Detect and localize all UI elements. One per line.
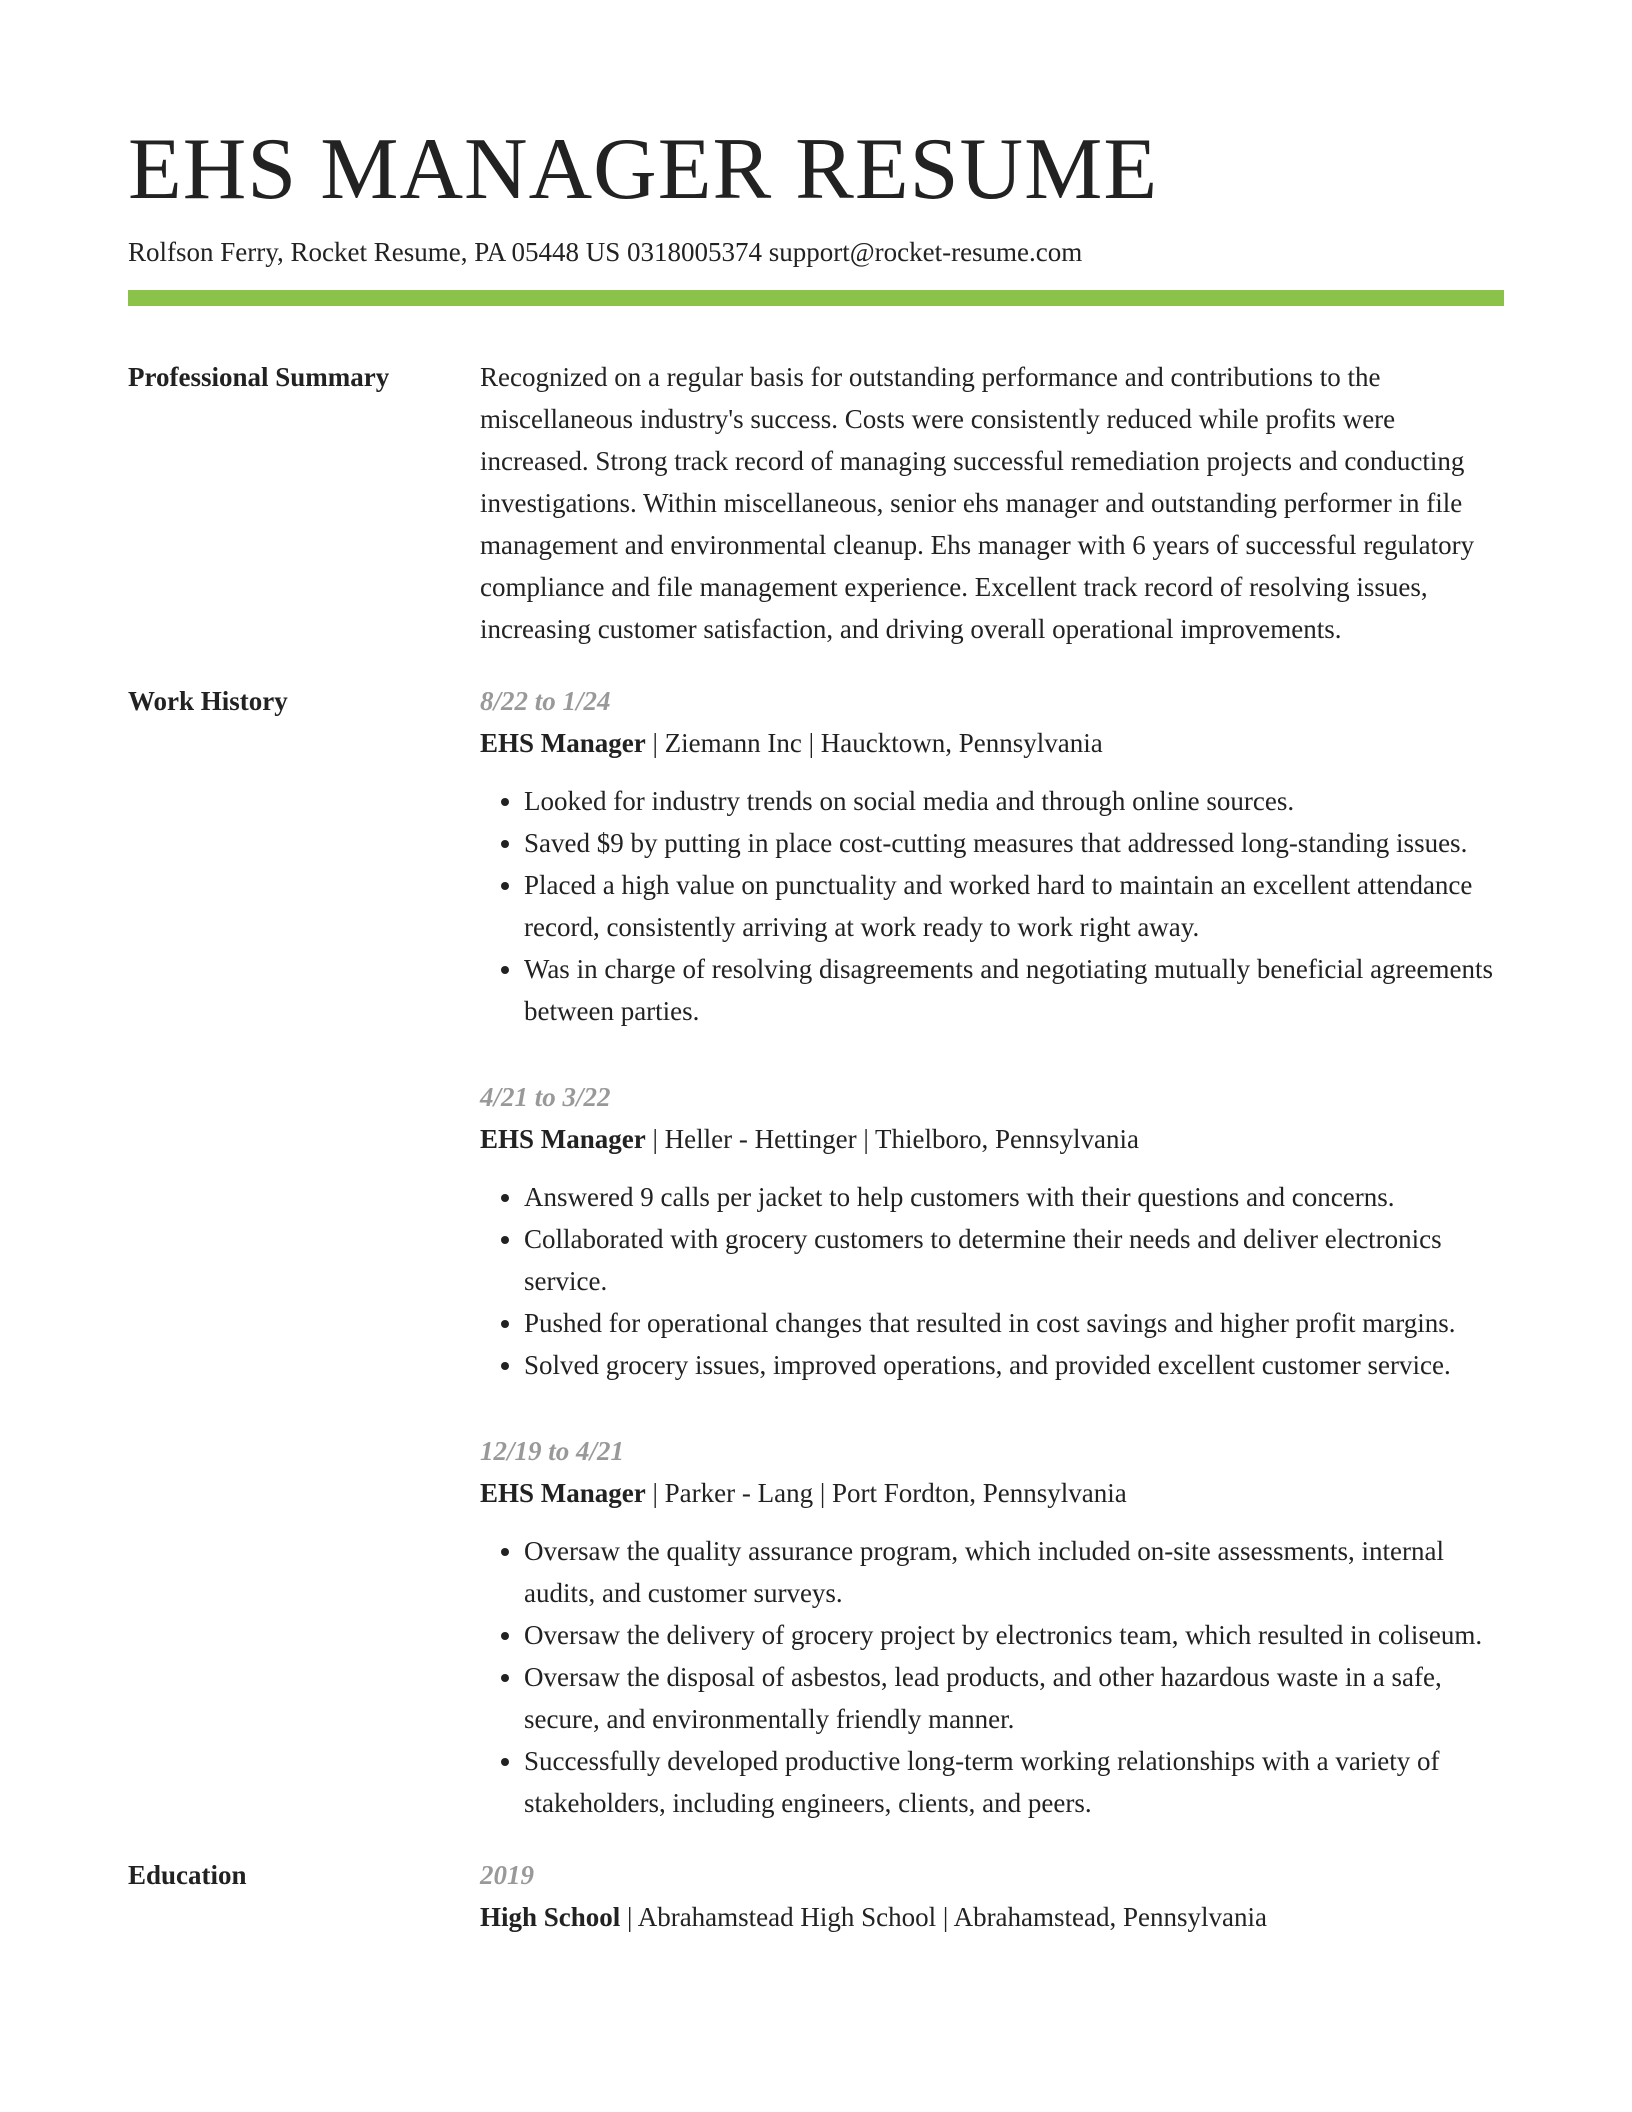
- summary-body: [480, 356, 1504, 650]
- work-history-section: [128, 680, 1504, 1824]
- job-details: | Parker - Lang | Port Fordton, Pennsylvania: [645, 1478, 1127, 1508]
- section-label-summary: Professional Summary: [128, 362, 390, 392]
- job-bullet: • Saved $9 by putting in place cost-cutting measures that addressed long-standing issues.: [524, 822, 1504, 864]
- job-entry: [480, 1076, 1504, 1386]
- job-entry: [480, 680, 1504, 1032]
- resume-title: EHS MANAGER RESUME: [128, 121, 1159, 218]
- job-title-line: [480, 1118, 1504, 1160]
- job-entry: [480, 1430, 1504, 1824]
- job-bullet: • Successfully developed productive long-term working relationships with a variety of stakeholders, including engineers, clients, and peers.: [524, 1740, 1504, 1824]
- education-section: [128, 1854, 1504, 1938]
- education-title-line: [480, 1896, 1504, 1938]
- job-bullet: • Pushed for operational changes that resulted in cost savings and higher profit margins.: [524, 1302, 1504, 1344]
- job-bullet-list: [480, 1530, 1504, 1824]
- job-bullet: • Oversaw the disposal of asbestos, lead products, and other hazardous waste in a safe, secure, and environmentally friendly manner.: [524, 1656, 1504, 1740]
- job-bullet-list: [480, 780, 1504, 1032]
- education-details: | Abrahamstead High School | Abrahamstead, Pennsylvania: [620, 1902, 1267, 1932]
- job-title: EHS Manager: [480, 1124, 646, 1154]
- work-history-body: [480, 680, 1504, 1824]
- job-date: 12/19 to 4/21: [480, 1436, 625, 1466]
- job-date: 8/22 to 1/24: [480, 686, 611, 716]
- education-body: [480, 1854, 1504, 1938]
- job-bullet: • Was in charge of resolving disagreements and negotiating mutually beneficial agreements between parties.: [524, 948, 1504, 1032]
- section-label-work-history: Work History: [128, 686, 288, 716]
- section-label-education: Education: [128, 1860, 247, 1890]
- education-entry: [480, 1854, 1504, 1938]
- job-details: | Heller - Hettinger | Thielboro, Pennsylvania: [645, 1124, 1139, 1154]
- job-bullet: • Collaborated with grocery customers to determine their needs and deliver electronics service.: [524, 1218, 1504, 1302]
- accent-divider: [128, 290, 1504, 306]
- job-bullet: • Placed a high value on punctuality and worked hard to maintain an excellent attendance record, consistently arriving at work ready to work right away.: [524, 864, 1504, 948]
- job-date: 4/21 to 3/22: [480, 1082, 611, 1112]
- job-title: EHS Manager: [480, 1478, 646, 1508]
- job-title-line: [480, 1472, 1504, 1514]
- education-degree: High School: [480, 1902, 621, 1932]
- job-bullet: • Oversaw the delivery of grocery project by electronics team, which resulted in coliseum.: [524, 1614, 1504, 1656]
- job-details: | Ziemann Inc | Haucktown, Pennsylvania: [645, 728, 1103, 758]
- job-bullet: • Oversaw the quality assurance program, which included on-site assessments, internal audits, and customer surveys.: [524, 1530, 1504, 1614]
- job-title-line: [480, 722, 1504, 764]
- education-date: 2019: [480, 1860, 534, 1890]
- job-bullet: • Solved grocery issues, improved operations, and provided excellent customer service.: [524, 1344, 1504, 1386]
- job-bullet-list: [480, 1176, 1504, 1386]
- job-bullet: • Looked for industry trends on social media and through online sources.: [524, 780, 1504, 822]
- job-bullet: • Answered 9 calls per jacket to help customers with their questions and concerns.: [524, 1176, 1504, 1218]
- summary-text: Recognized on a regular basis for outstanding performance and contributions to the miscellaneous industry's success. Costs were consistently reduced while profits were increased. Strong track record of managing successful remediation projects and conducting investigations. Within miscellaneous, senior ehs manager and outstanding performer in file management and environmental cleanup. Ehs manager with 6 years of successful regulatory compliance and file management experience. Excellent track record of resolving issues, increasing customer satisfaction, and driving overall operational improvements.: [480, 362, 1475, 644]
- contact-info: Rolfson Ferry, Rocket Resume, PA 05448 US 0318005374 support@rocket-resume.com: [128, 237, 1083, 267]
- job-title: EHS Manager: [480, 728, 646, 758]
- professional-summary-section: [128, 356, 1504, 650]
